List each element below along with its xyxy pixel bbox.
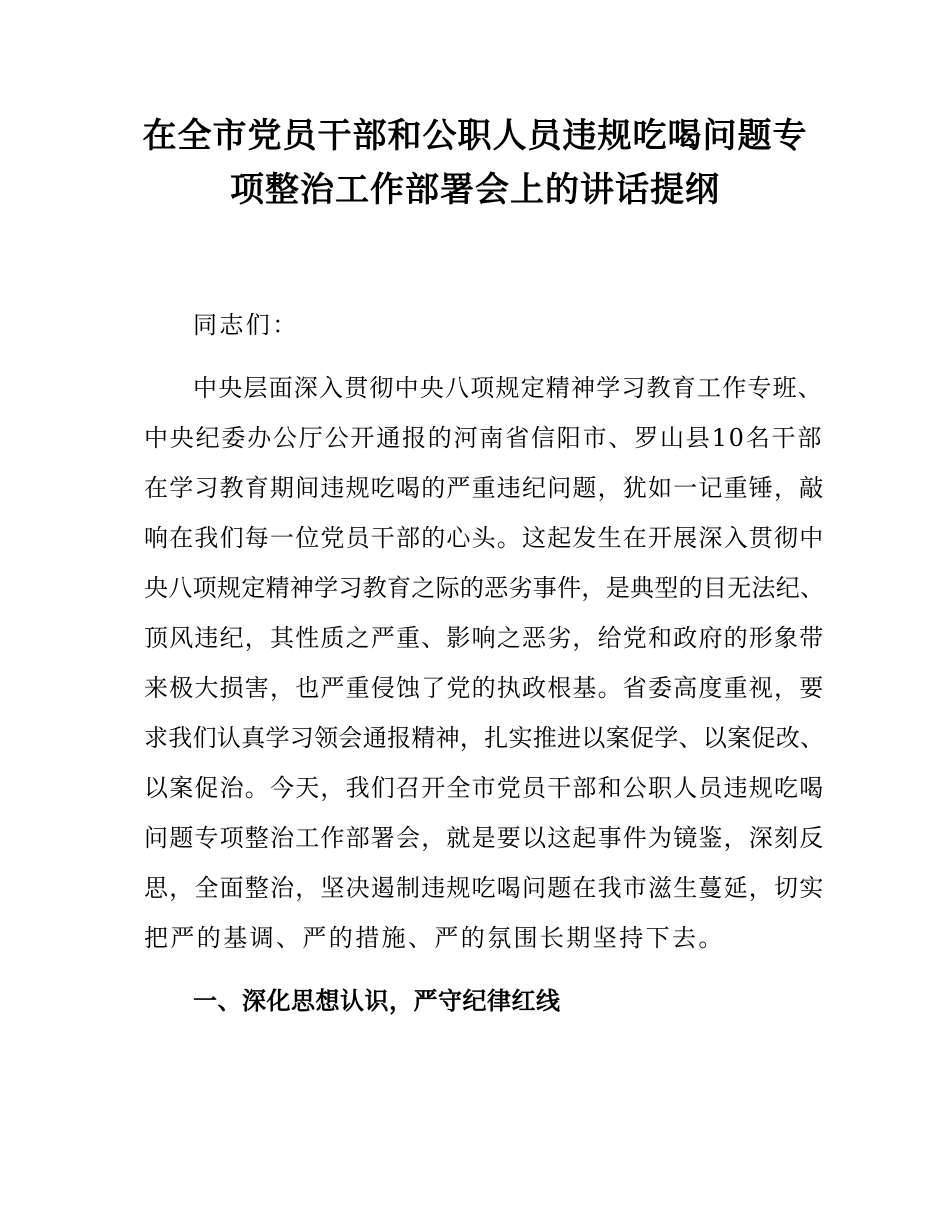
paragraph-line: 央八项规定精神学习教育之际的恶劣事件，是典型的目无法纪、 bbox=[144, 574, 825, 602]
paragraph-line: 以案促治。今天，我们召开全市党员干部和公职人员违规吃喝 bbox=[144, 774, 825, 802]
paragraph-line: 来极大损害，也严重侵蚀了党的执政根基。省委高度重视，要 bbox=[144, 674, 825, 702]
paragraph-line: 求我们认真学习领会通报精神，扎实推进以案促学、以案促改、 bbox=[144, 724, 825, 752]
paragraph-line: 把严的基调、严的措施、严的氛围长期坚持下去。 bbox=[144, 924, 725, 952]
document-title-line-1: 在全市党员干部和公职人员违规吃喝问题专 bbox=[142, 116, 808, 156]
paragraph-line: 思，全面整治，坚决遏制违规吃喝问题在我市滋生蔓延，切实 bbox=[144, 874, 825, 902]
document-title-line-2: 项整治工作部署会上的讲话提纲 bbox=[230, 170, 720, 210]
paragraph-line: 中央层面深入贯彻中央八项规定精神学习教育工作专班、 bbox=[193, 374, 823, 402]
paragraph-line: 响在我们每一位党员干部的心头。这起发生在开展深入贯彻中 bbox=[144, 524, 825, 552]
paragraph-line: 问题专项整治工作部署会，就是要以这起事件为镜鉴，深刻反 bbox=[144, 824, 825, 852]
paragraph-line: 顶风违纪，其性质之严重、影响之恶劣，给党和政府的形象带 bbox=[144, 624, 825, 652]
salutation: 同志们： bbox=[193, 311, 299, 339]
paragraph-line: 在学习教育期间违规吃喝的严重违纪问题，犹如一记重锤，敲 bbox=[144, 474, 825, 502]
section-heading: 一、深化思想认识，严守纪律红线 bbox=[193, 987, 561, 1015]
paragraph-line: 中央纪委办公厅公开通报的河南省信阳市、罗山县10名干部 bbox=[144, 424, 824, 452]
